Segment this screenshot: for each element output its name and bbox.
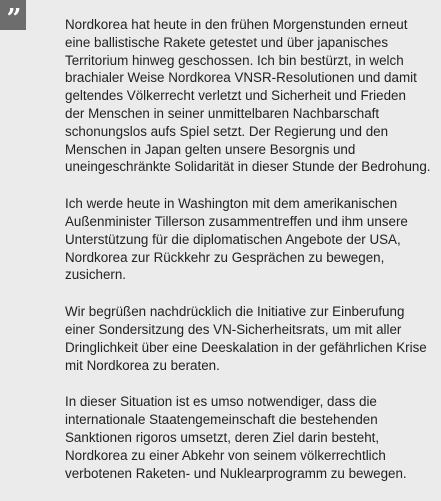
quote-line: eine ballistische Rakete getestet und über japanisches bbox=[65, 34, 389, 50]
quote-line: In dieser Situation ist es umso notwendiger, dass die bbox=[65, 394, 377, 410]
quotation-mark-icon: ” bbox=[6, 4, 20, 34]
quote-line: Außenminister Tillerson zusammentreffen und ihm unsere bbox=[65, 213, 408, 229]
quote-line: zusichern. bbox=[65, 267, 127, 283]
quote-line: verbotenen Raketen- und Nuklearprogramm zu bewegen. bbox=[65, 465, 407, 481]
quote-line: brachialer Weise Nordkorea VNSR-Resolutionen und damit bbox=[65, 70, 417, 86]
quote-line: Nordkorea hat heute in den frühen Morgenstunden erneut bbox=[65, 17, 408, 32]
quote-line: Nordkorea zu einer Abkehr von seinem völkerrechtlich bbox=[65, 447, 386, 463]
quote-line: einer Sondersitzung des VN-Sicherheitsrats, um mit aller bbox=[65, 321, 402, 337]
quote-line: uneingeschränkte Solidarität in dieser Stunde der Bedrohung. bbox=[65, 159, 431, 175]
quote-paragraph-3 bbox=[65, 303, 433, 374]
quote-line: geltendes Völkerrecht verletzt und Sicherheit und Frieden bbox=[65, 88, 406, 104]
quote-line: Dringlichkeit über eine Deeskalation in der gefährlichen Krise bbox=[65, 339, 427, 355]
quote-line: Unterstützung für die diplomatischen Angebote der USA, bbox=[65, 231, 401, 247]
quote-line: Nordkorea zur Rückkehr zu Gesprächen zu bewegen, bbox=[65, 249, 385, 265]
quote-line: Menschen in Japan gelten unsere Besorgnis und bbox=[65, 141, 356, 157]
quote-line: Territorium hinweg geschossen. Ich bin bestürzt, in welch bbox=[65, 52, 404, 68]
quote-line: internationale Staatengemeinschaft die bestehenden bbox=[65, 412, 378, 428]
quote-body bbox=[65, 16, 433, 501]
quote-line: der Menschen in seiner unmittelbaren Nachbarschaft bbox=[65, 105, 380, 121]
quote-line: schonungslos aufs Spiel setzt. Der Regierung und den bbox=[65, 123, 389, 139]
quote-paragraph-1 bbox=[65, 16, 433, 176]
quote-line: Wir begrüßen nachdrücklich die Initiative zur Einberufung bbox=[65, 304, 405, 320]
quote-line: mit Nordkorea zu beraten. bbox=[65, 357, 220, 373]
quote-paragraph-2 bbox=[65, 195, 433, 284]
quotation-mark-badge bbox=[0, 0, 26, 34]
quote-paragraph-4 bbox=[65, 393, 433, 482]
quote-line: Sanktionen rigoros umsetzt, deren Ziel darin besteht, bbox=[65, 429, 380, 445]
quote-line: Ich werde heute in Washington mit dem amerikanischen bbox=[65, 196, 398, 212]
